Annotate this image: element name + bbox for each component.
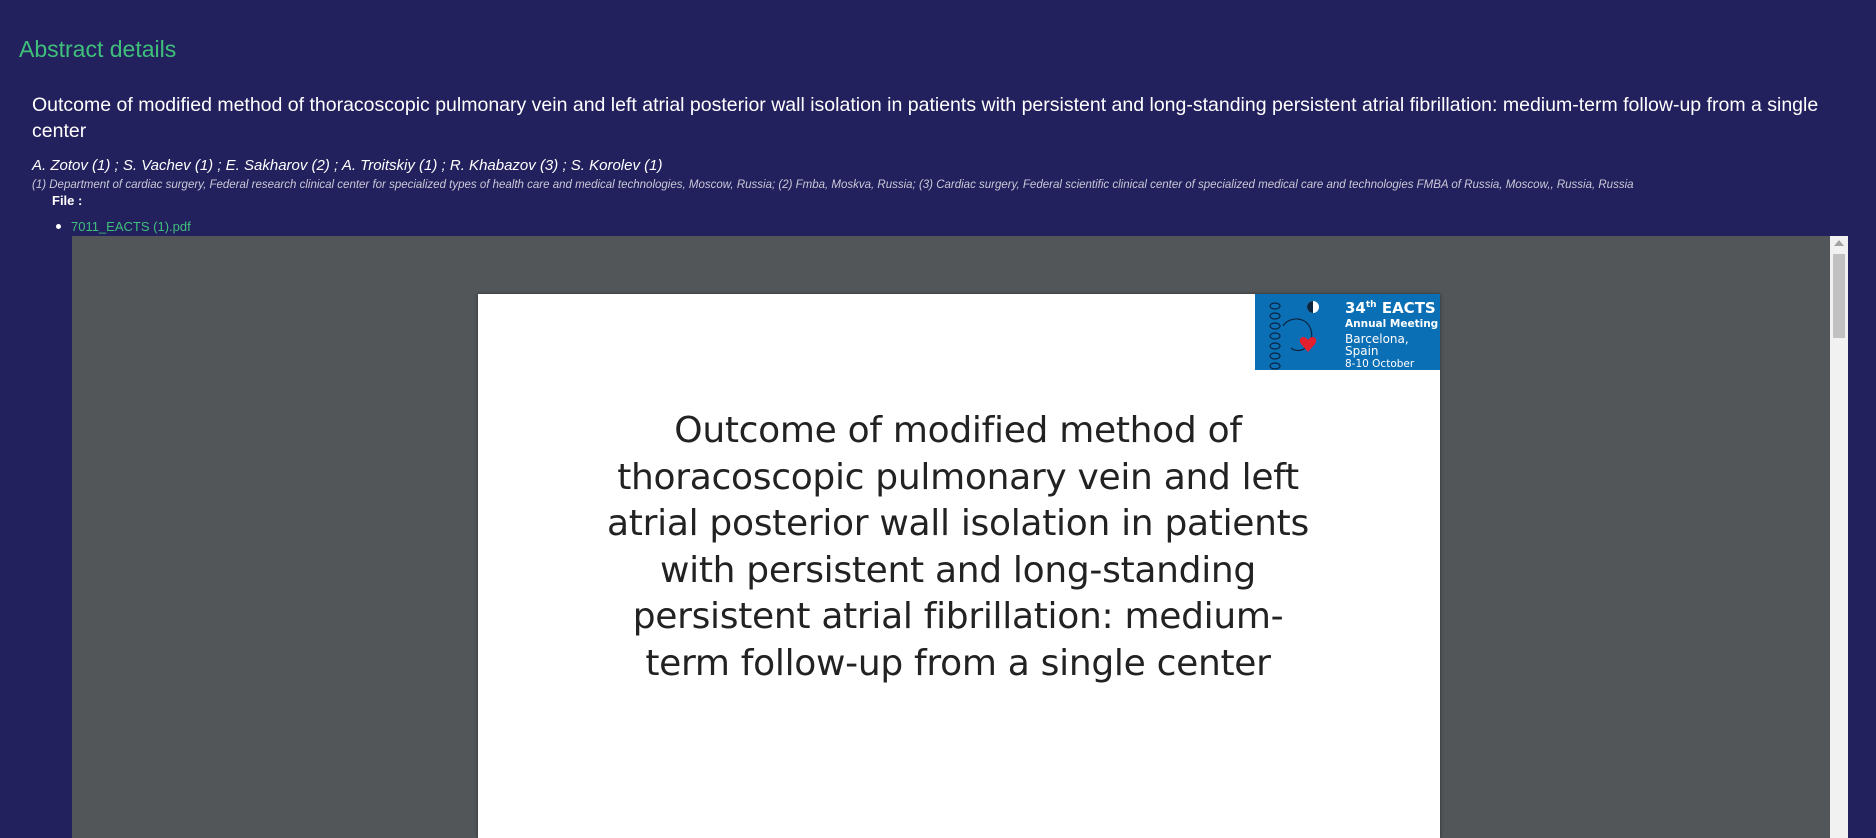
pdf-slide: [478, 294, 1440, 838]
logo-edition-suffix: th: [1365, 300, 1377, 310]
file-list: [56, 219, 191, 234]
logo-meeting: Annual Meeting: [1345, 317, 1439, 330]
logo-edition-number: 34: [1345, 299, 1366, 317]
logo-text: [1345, 301, 1440, 381]
logo-edition: [1345, 301, 1440, 317]
author-list: A. Zotov (1) ; S. Vachev (1) ; E. Sakharov (2) ; A. Troitskiy (1) ; R. Khabazov (3) ; S. Korolev (1): [32, 157, 663, 174]
scroll-thumb[interactable]: [1833, 254, 1845, 338]
affiliation-list: (1) Department of cardiac surgery, Federal research clinical center for specialized types of health care and medical technologies, Moscow, Russia; (2) Fmba, Moskva, Russia; (3) Cardiac surgery, Federal scientific clinical center of specialized medical care and technologies FMBA of Russia, Moscow,, Russia, Russia: [32, 179, 1634, 191]
eacts-logo: [1255, 294, 1440, 381]
file-label: File :: [52, 193, 83, 208]
logo-date: 8-10 October 2020: [1345, 357, 1415, 381]
file-list-item: [56, 219, 191, 234]
pdf-viewer[interactable]: [72, 236, 1848, 838]
logo-city: Barcelona, Spain: [1345, 331, 1409, 359]
bullet-icon: [56, 224, 61, 229]
viewer-scrollbar[interactable]: [1830, 236, 1848, 838]
heart-stethoscope-icon: [1261, 296, 1345, 370]
scroll-up-icon[interactable]: [1834, 240, 1844, 246]
pdf-file-link[interactable]: 7011_EACTS (1).pdf: [71, 219, 191, 234]
slide-title: Outcome of modified method of thoracoscopic pulmonary vein and left atrial posterior wall isolation in patients with persistent and long-standing persistent atrial fibrillation: medium-term follow-up from a single center: [607, 410, 1309, 684]
abstract-title: Outcome of modified method of thoracoscopic pulmonary vein and left atrial posterior wall isolation in patients with persistent and long-standing persistent atrial fibrillation: medium-term follow-up from a single center: [32, 94, 1819, 142]
page-heading: Abstract details: [19, 36, 177, 62]
logo-edition-name: EACTS: [1381, 299, 1436, 317]
